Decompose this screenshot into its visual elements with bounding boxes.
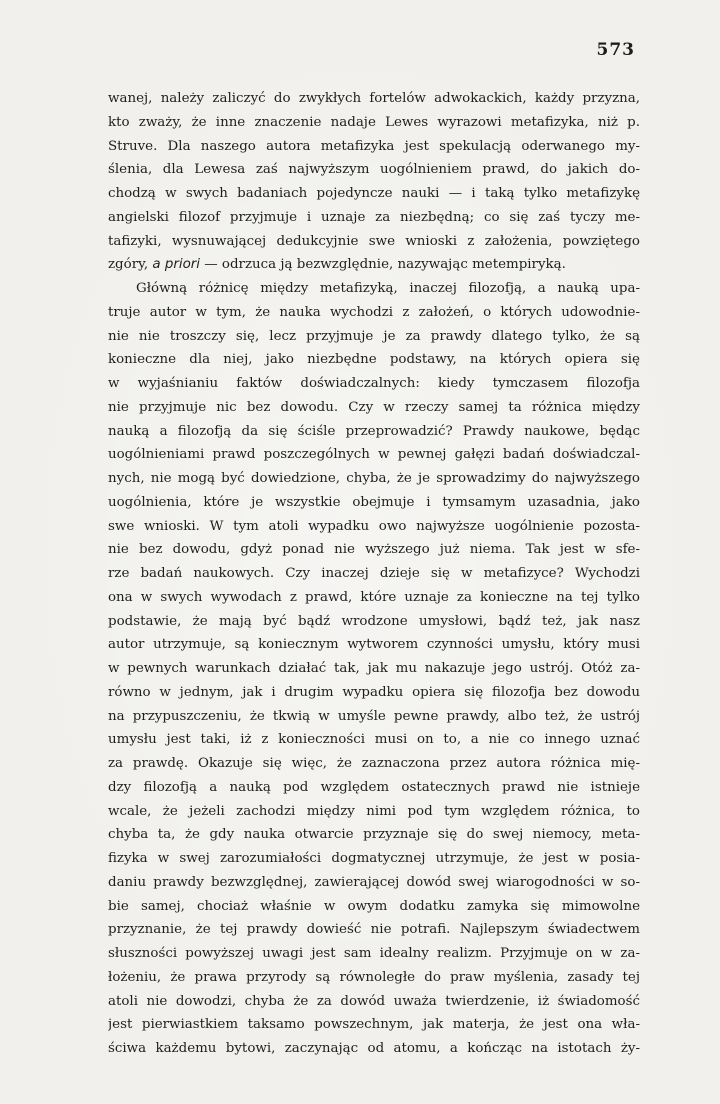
text-line: jest pierwiastkiem taksamo powszechnym, jak materja, że jest ona wła-: [108, 1017, 640, 1033]
text-line: fizyka w swej zarozumiałości dogmatycznej utrzymuje, że jest w posia-: [108, 851, 640, 866]
text-line: wanej, należy zaliczyć do zwykłych fortelów adwokackich, każdy przyzna,: [108, 91, 640, 106]
text-line: łożeniu, że prawa przyrody są równoległe do praw myślenia, zasady tej: [108, 969, 640, 985]
text-line: chodzą w swych badaniach pojedyncze nauki — i taką tylko metafizykę: [108, 186, 640, 201]
text-line: ona w swych wywodach z prawd, które uznaje za konieczne na tej tylko: [108, 589, 640, 605]
text-line: uogólnienia, które je wszystkie obejmuje i tymsamym uzasadnia, jako: [108, 494, 640, 510]
text-line: podstawie, że mają być bądź wrodzone umysłowi, bądź też, jak nasz: [108, 613, 640, 629]
text-line: dzy filozofją a nauką pod względem ostatecznych prawd nie istnieje: [108, 779, 640, 795]
text-line: rze badań naukowych. Czy inaczej dzieje się w metafizyce? Wychodzi: [108, 566, 640, 581]
text-line: na przypuszczeniu, że tkwią w umyśle pewne prawdy, albo też, że ustrój: [108, 708, 640, 724]
text-line: kto zważy, że inne znaczenie nadaje Lewes wyrazowi metafizyka, niż p.: [108, 114, 640, 130]
text-line: nie nie troszczy się, lecz przyjmuje je za prawdy dlatego tylko, że są: [108, 328, 640, 344]
text-line: Struve. Dla naszego autora metafizyka jest spekulacją oderwanego my-: [108, 138, 640, 154]
body-text: [108, 87, 640, 1061]
text-line: bie samej, chociaż właśnie w owym dodatku zamyka się mimowolne: [108, 898, 640, 914]
text-line: umysłu jest taki, iż z konieczności musi on to, a nie co innego uznać: [108, 732, 640, 748]
text-line: zgóry, a priori — odrzuca ją bezwzględnie, nazywając metempiryką.: [108, 257, 566, 273]
text-line: nych, nie mogą być dowiedzione, chyba, że je sprowadzimy do najwyższego: [108, 471, 640, 486]
text-line: autor utrzymuje, są koniecznym wytworem czynności umysłu, który musi: [108, 637, 640, 653]
text-line: nauką a filozofją da się ściśle przeprowadzić? Prawdy naukowe, będąc: [108, 423, 640, 439]
text-line: słuszności powyższej uwagi jest sam idealny realizm. Przyjmuje on w za-: [108, 946, 640, 961]
text-line: konieczne dla niej, jako niezbędne podstawy, na których opiera się: [108, 352, 640, 368]
text-line: ściwa każdemu bytowi, zaczynając od atomu, a kończąc na istotach ży-: [108, 1041, 640, 1056]
text-line: nie przyjmuje nic bez dowodu. Czy w rzeczy samej ta różnica między: [108, 399, 640, 415]
page-number: 573: [596, 40, 635, 60]
text-line: równo w jednym, jak i drugim wypadku opiera się filozofja bez dowodu: [108, 684, 640, 700]
italic-phrase: a priori: [152, 257, 200, 273]
text-line: wcale, że jeżeli zachodzi między nimi pod tym względem różnica, to: [108, 803, 640, 819]
text-line: w wyjaśnianiu faktów doświadczalnych: kiedy tymczasem filozofja: [108, 376, 640, 391]
text-line: ślenia, dla Lewesa zaś najwyższym uogólnieniem prawd, do jakich do-: [108, 162, 640, 178]
text-line: tafizyki, wysnuwającej dedukcyjnie swe wnioski z założenia, powziętego: [108, 233, 640, 249]
text-line: atoli nie dowodzi, chyba że za dowód uważa twierdzenie, iż świadomość: [108, 993, 640, 1009]
text-line: przyznanie, że tej prawdy dowieść nie potrafi. Najlepszym świadectwem: [108, 922, 640, 938]
text-line: daniu prawdy bezwzględnej, zawierającej dowód swej wiarogodności w so-: [108, 874, 640, 890]
text-line: truje autor w tym, że nauka wychodzi z założeń, o których udowodnie-: [108, 304, 640, 320]
text-line: w pewnych warunkach działać tak, jak mu nakazuje jego ustrój. Otóż za-: [108, 661, 640, 676]
text-line: chyba ta, że gdy nauka otwarcie przyznaje się do swej niemocy, meta-: [108, 827, 640, 843]
text-line: nie bez dowodu, gdyż ponad nie wyższego już niema. Tak jest w sfe-: [108, 542, 640, 558]
text-line: Główną różnicę między metafizyką, inaczej filozofją, a nauką upa-: [136, 281, 640, 296]
text-line: angielski filozof przyjmuje i uznaje za niezbędną; co się zaś tyczy me-: [108, 209, 640, 225]
text-line: uogólnieniami prawd poszczególnych w pewnej gałęzi badań doświadczal-: [108, 447, 640, 463]
text-line: swe wnioski. W tym atoli wypadku owo najwyższe uogólnienie pozosta-: [108, 518, 640, 534]
text-line: za prawdę. Okazuje się więc, że zaznaczona przez autora różnica mię-: [108, 756, 640, 771]
